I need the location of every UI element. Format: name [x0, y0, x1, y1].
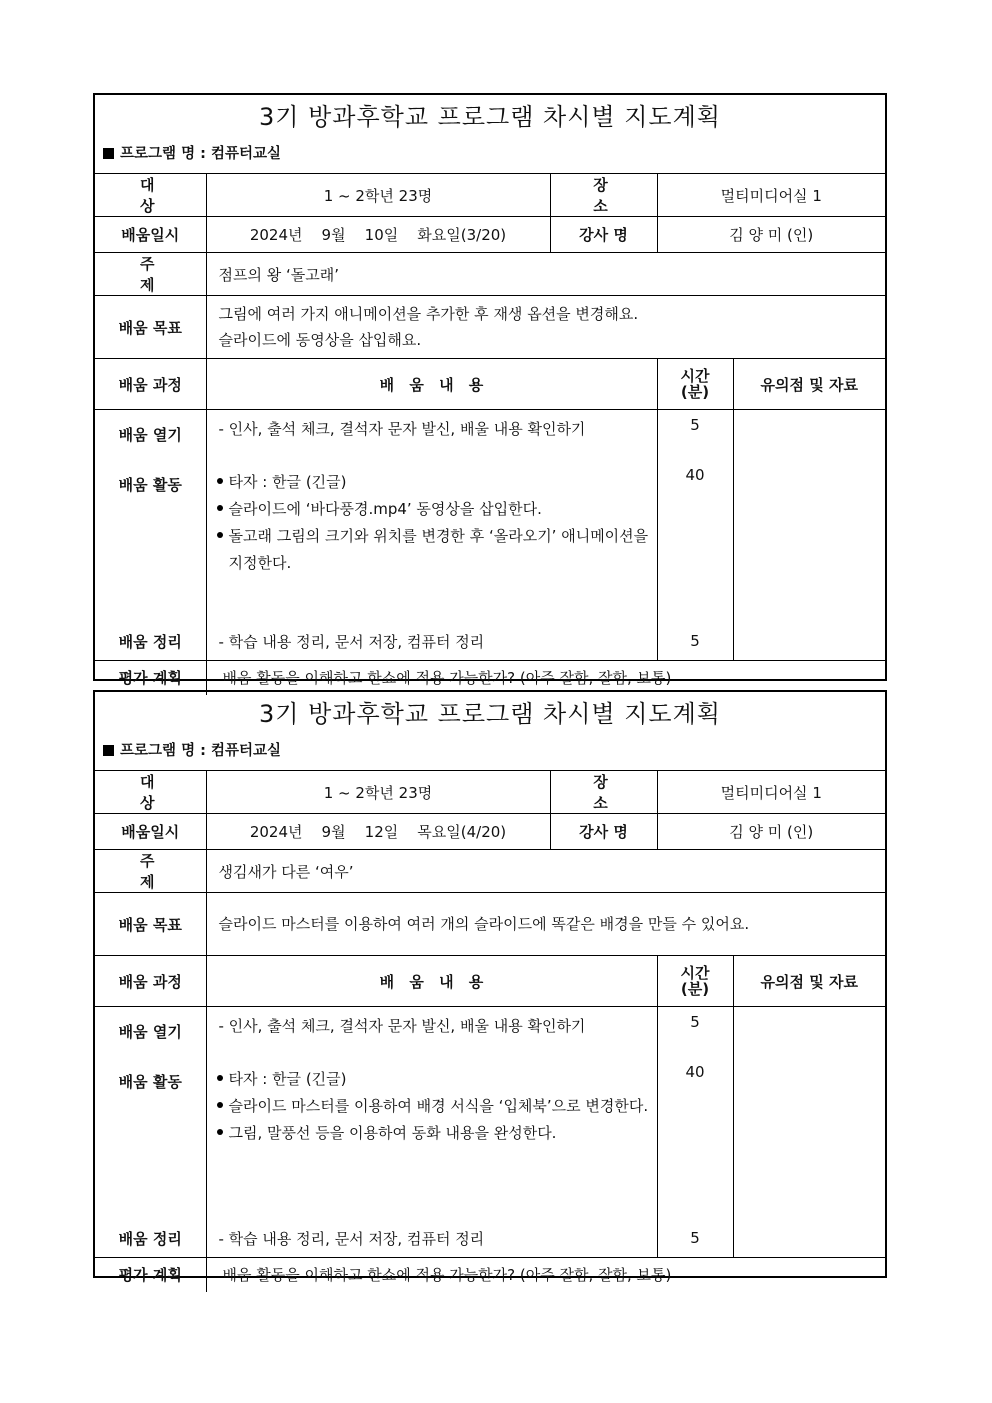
date-label: 배움일시: [95, 217, 206, 253]
target-label: 대 상: [95, 771, 206, 814]
target-row: [95, 174, 885, 217]
place-label: 장 소: [550, 771, 657, 814]
place-value: 멀티미디어실 1: [657, 771, 885, 814]
activity-time: 40: [685, 466, 705, 484]
process-header: 배움 과정: [95, 956, 206, 1007]
date-row: [95, 217, 885, 253]
topic-value: 생김새가 다른 ‘여우’: [206, 850, 885, 893]
list-item: [211, 1120, 653, 1147]
close-time: 5: [690, 632, 700, 650]
eval-label: 평가 계획: [95, 1258, 206, 1292]
open-label: 배움 열기: [118, 1023, 182, 1041]
activity-item-text: 슬라이드 마스터를 이용하여 배경 서식을 ‘입체북’으로 변경한다.: [228, 1097, 649, 1115]
activity-label: 배움 활동: [118, 476, 182, 494]
goal-line: 그림에 여러 가지 애니메이션을 추가한 후 재생 옵션을 변경해요.: [218, 305, 639, 323]
close-label: 배움 정리: [118, 633, 182, 651]
topic-value: 점프의 왕 ‘돌고래’: [206, 253, 885, 296]
date-value: 2024년 9월 10일 화요일(3/20): [206, 217, 550, 253]
open-time: 5: [690, 1013, 700, 1031]
time-header-unit: (분): [680, 383, 710, 401]
process-body-row: [95, 1007, 885, 1258]
topic-row: [95, 253, 885, 296]
notes-cell: [733, 1007, 885, 1258]
activity-item-text: 타자 : 한글 (긴글): [228, 473, 347, 491]
target-row: [95, 771, 885, 814]
activity-item-text: 타자 : 한글 (긴글): [228, 1070, 347, 1088]
process-header: 배움 과정: [95, 359, 206, 410]
close-text: - 학습 내용 정리, 문서 저장, 컴퓨터 정리: [218, 1230, 485, 1248]
notes-cell: [733, 410, 885, 661]
open-text: - 인사, 출석 체크, 결석자 문자 발신, 배울 내용 확인하기: [218, 1017, 586, 1035]
activity-item-text: 그림, 말풍선 등을 이용하여 동화 내용을 완성한다.: [228, 1124, 557, 1142]
process-content: [206, 410, 657, 661]
target-value: 1 ~ 2학년 23명: [206, 771, 550, 814]
eval-label: 평가 계획: [95, 661, 206, 695]
eval-text: 배움 활동을 이해하고 한쇼에 적용 가능한가? (아주 잘함, 잘함, 보통): [206, 661, 885, 695]
bullet-icon: [217, 532, 223, 538]
list-item: [211, 469, 653, 496]
process-labels: [95, 1007, 206, 1258]
lesson-plan-sheet: [93, 93, 887, 688]
list-item: [211, 496, 653, 523]
square-bullet-icon: [103, 745, 114, 756]
plan-title: 3기 방과후학교 프로그램 차시별 지도계획: [259, 103, 721, 131]
bullet-icon: [217, 478, 223, 484]
teacher-label: 강사 명: [550, 814, 657, 850]
program-name-text: 프로그램 명 : 컴퓨터교실: [120, 146, 282, 162]
activity-time: 40: [685, 1063, 705, 1081]
bullet-icon: [217, 1075, 223, 1081]
teacher-value: 김 양 미 (인): [657, 814, 885, 850]
goal-row: [95, 296, 885, 359]
date-value: 2024년 9월 12일 목요일(4/20): [206, 814, 550, 850]
activity-item-text: 돌고래 그림의 크기와 위치를 변경한 후 ‘올라오기’ 애니메이션을 지정한다.: [228, 527, 649, 572]
program-name-text: 프로그램 명 : 컴퓨터교실: [120, 743, 282, 759]
time-header-line: 시간: [680, 964, 710, 982]
process-header-row: [95, 359, 885, 410]
eval-row: [95, 1258, 885, 1292]
list-item: [211, 523, 653, 577]
goal-text: [206, 893, 885, 956]
goal-label: 배움 목표: [95, 296, 206, 359]
date-row: [95, 814, 885, 850]
process-times: [657, 410, 733, 661]
close-text: - 학습 내용 정리, 문서 저장, 컴퓨터 정리: [218, 633, 485, 651]
square-bullet-icon: [103, 148, 114, 159]
place-label: 장 소: [550, 174, 657, 217]
list-item: [211, 1093, 653, 1120]
process-header-row: [95, 956, 885, 1007]
goal-text: [206, 296, 885, 359]
activity-list: [207, 1066, 657, 1147]
plan-title: 3기 방과후학교 프로그램 차시별 지도계획: [259, 700, 721, 728]
goal-line: 슬라이드에 동영상을 삽입해요.: [218, 331, 422, 349]
process-body-row: [95, 410, 885, 661]
topic-label: 주 제: [95, 253, 206, 296]
teacher-label: 강사 명: [550, 217, 657, 253]
place-value: 멀티미디어실 1: [657, 174, 885, 217]
close-time: 5: [690, 1229, 700, 1247]
notes-header: 유의점 및 자료: [733, 956, 885, 1007]
activity-list: [207, 469, 657, 577]
time-header: [657, 359, 733, 410]
time-header: [657, 956, 733, 1007]
process-times: [657, 1007, 733, 1258]
open-text: - 인사, 출석 체크, 결석자 문자 발신, 배울 내용 확인하기: [218, 420, 586, 438]
target-value: 1 ~ 2학년 23명: [206, 174, 550, 217]
lesson-plan-sheet: [93, 690, 887, 1285]
open-time: 5: [690, 416, 700, 434]
process-labels: [95, 410, 206, 661]
close-label: 배움 정리: [118, 1230, 182, 1248]
process-content: [206, 1007, 657, 1258]
goal-label: 배움 목표: [95, 893, 206, 956]
bullet-icon: [217, 1102, 223, 1108]
time-header-unit: (분): [680, 980, 710, 998]
content-header: 배 움 내 용: [206, 359, 657, 410]
teacher-value: 김 양 미 (인): [657, 217, 885, 253]
plan-table: [95, 173, 885, 695]
activity-item-text: 슬라이드에 ‘바다풍경.mp4’ 동영상을 삽입한다.: [228, 500, 542, 518]
topic-row: [95, 850, 885, 893]
program-name: [95, 736, 885, 770]
topic-label: 주 제: [95, 850, 206, 893]
program-name: [95, 139, 885, 173]
goal-row: [95, 893, 885, 956]
bullet-icon: [217, 505, 223, 511]
open-label: 배움 열기: [118, 426, 182, 444]
date-label: 배움일시: [95, 814, 206, 850]
target-label: 대 상: [95, 174, 206, 217]
time-header-line: 시간: [680, 367, 710, 385]
plan-table: [95, 770, 885, 1292]
goal-line: 슬라이드 마스터를 이용하여 여러 개의 슬라이드에 똑같은 배경을 만들 수 있어요.: [218, 915, 750, 933]
notes-header: 유의점 및 자료: [733, 359, 885, 410]
content-header: 배 움 내 용: [206, 956, 657, 1007]
list-item: [211, 1066, 653, 1093]
eval-text: 배움 활동을 이해하고 한쇼에 적용 가능한가? (아주 잘함, 잘함, 보통): [206, 1258, 885, 1292]
bullet-icon: [217, 1129, 223, 1135]
activity-label: 배움 활동: [118, 1073, 182, 1091]
